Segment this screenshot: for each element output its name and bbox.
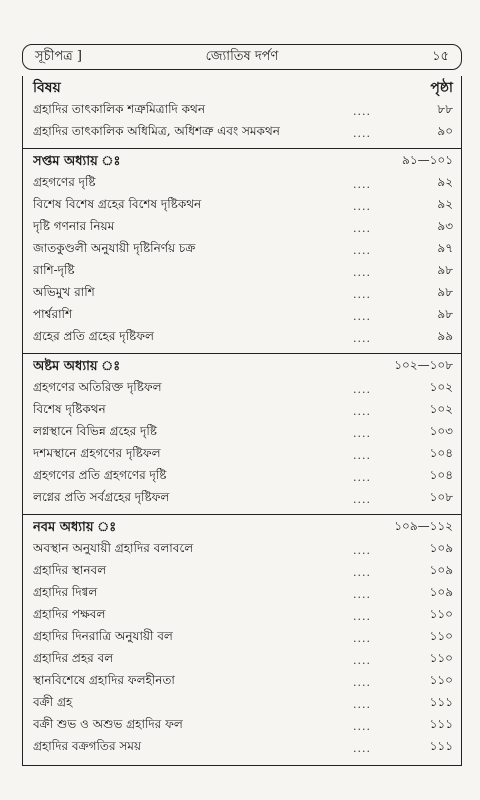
entry-title: রাশি-দৃষ্টি [33,263,75,277]
leader-dots: .... [353,309,371,323]
entry-title: বিশেষ বিশেষ গ্রহের বিশেষ দৃষ্টিকথন [33,197,202,211]
leader-dots: .... [353,565,371,579]
entry-page: ১১০ [429,629,453,643]
leader-dots: .... [353,448,371,462]
leader-dots: .... [353,741,371,755]
leader-dots: .... [353,104,371,118]
entry-title: বক্রী গ্রহ [33,695,73,709]
chapter-heading [33,356,453,378]
leader-dots: .... [353,492,371,506]
entry-page: ১০৯ [429,585,453,599]
entry-page: ১১১ [429,695,453,709]
entry-page: ৯৭ [437,241,453,255]
contents-row [33,737,453,759]
contents-row [33,195,453,217]
entry-title: লগ্নের প্রতি সর্বগ্রহের দৃষ্টিফল [33,490,170,504]
entry-page: ৯০ [437,124,453,138]
sections [33,100,453,759]
entry-title: লগ্নস্থানে বিভিন্ন গ্রহের দৃষ্টি [33,424,157,438]
entry-page: ৯২ [437,175,453,189]
contents-row [33,422,453,444]
section-divider [23,148,461,149]
leader-dots: .... [353,470,371,484]
entry-page: ১০৮ [429,490,453,504]
entry-page: ১০২ [429,380,453,394]
entry-title: গ্রহের প্রতি গ্রহের দৃষ্টিফল [33,329,154,343]
entry-title: দৃষ্টি গণনার নিয়ম [33,219,115,233]
contents-row [33,400,453,422]
contents-row [33,283,453,305]
column-headers [33,76,453,100]
entry-page: ১০৪ [429,468,453,482]
leader-dots: .... [353,675,371,689]
contents-row [33,173,453,195]
entry-page: ১১১ [429,717,453,731]
leader-dots: .... [353,653,371,667]
entry-title: বক্রী শুভ ও অশুভ গ্রহাদির ফল [33,717,183,731]
entry-title: বিশেষ দৃষ্টিকথন [33,402,106,416]
contents-row [33,715,453,737]
contents-row [33,627,453,649]
entry-title: স্থানবিশেষে গ্রহাদির ফলহীনতা [33,673,175,687]
contents-row [33,488,453,510]
leader-dots: .... [353,426,371,440]
contents-row [33,561,453,583]
contents-row [33,583,453,605]
entry-page: ৯২ [437,197,453,211]
contents-row [33,261,453,283]
entry-title: গ্রহাদির তাৎকালিক শত্রুমিত্রাদি কথন [33,102,205,116]
leader-dots: .... [353,221,371,235]
leader-dots: .... [353,331,371,345]
entry-page: ৮৮ [437,102,453,116]
contents-row [33,466,453,488]
entry-title: গ্রহাদির স্থানবল [33,563,107,577]
chapter-page-range: ৯১—১০১ [402,153,453,167]
page-header [22,44,462,70]
contents-row [33,693,453,715]
entry-page: ১১১ [429,739,453,753]
entry-page: ১১০ [429,673,453,687]
entry-page: ১০৯ [429,563,453,577]
leader-dots: .... [353,177,371,191]
entry-title: গ্রহাদির পক্ষবল [33,607,106,621]
page-number: ১৫ [432,48,449,64]
leader-dots: .... [353,287,371,301]
leader-dots: .... [353,543,371,557]
entry-title: গ্রহগণের দৃষ্টি [33,175,96,189]
entry-title: অবস্থান অনুযায়ী গ্রহাদির বলাবলে [33,541,194,555]
contents-row [33,327,453,349]
entry-title: দশমস্থানে গ্রহগণের দৃষ্টিফল [33,446,161,460]
chapter-title: নবম অধ্যায় ঃ [33,519,117,535]
header-title: জ্যোতিষ দর্পণ [205,48,279,64]
chapter-title: অষ্টম অধ্যায় ঃ [33,358,121,374]
contents-row [33,122,453,144]
entry-title: গ্রহাদির তাৎকালিক অধিমিত্র, অধিশত্রু এবং সমকথন [33,124,280,138]
contents-row [33,444,453,466]
entry-title: গ্রহাদির বক্রগতির সময় [33,739,142,753]
leader-dots: .... [353,126,371,140]
entry-page: ১১০ [429,651,453,665]
entry-page: ১১০ [429,607,453,621]
entry-page: ৯৮ [437,263,453,277]
chapter-page-range: ১০৯—১১২ [394,519,453,533]
entry-page: ৯৯ [437,329,453,343]
contents-row [33,239,453,261]
entry-page: ১০৩ [429,424,453,438]
leader-dots: .... [353,243,371,257]
contents-row [33,649,453,671]
section-divider [23,514,461,515]
entry-title: অভিমুখ রাশি [33,285,95,299]
contents-row [33,217,453,239]
leader-dots: .... [353,265,371,279]
chapter-heading [33,151,453,173]
entry-page: ১০৪ [429,446,453,460]
leader-dots: .... [353,609,371,623]
contents-row [33,605,453,627]
subject-column-header: বিষয় [33,80,61,96]
leader-dots: .... [353,631,371,645]
entry-title: গ্রহাদির প্রহর বল [33,651,114,665]
leader-dots: .... [353,382,371,396]
section-divider [23,353,461,354]
entry-title: গ্রহগণের প্রতি গ্রহগণের দৃষ্টি [33,468,167,482]
leader-dots: .... [353,697,371,711]
contents-row [33,305,453,327]
contents-row [33,378,453,400]
entry-page: ১০২ [429,402,453,416]
entry-title: জাতকুণ্ডলী অনুযায়ী দৃষ্টিনির্ণয় চক্র [33,241,196,255]
chapter-title: সপ্তম অধ্যায় ঃ [33,153,121,169]
entry-page: ৯৮ [437,285,453,299]
entry-page: ১০৯ [429,541,453,555]
entry-title: গ্রহগণের অতিরিক্ত দৃষ্টিফল [33,380,162,394]
chapter-page-range: ১০২—১০৮ [394,358,453,372]
leader-dots: .... [353,587,371,601]
contents-row [33,100,453,122]
contents-row [33,539,453,561]
leader-dots: .... [353,199,371,213]
chapter-heading [33,517,453,539]
entry-title: পার্শ্বরাশি [33,307,73,321]
page-column-header: পৃষ্ঠা [430,80,453,96]
contents-row [33,671,453,693]
contents-table [22,76,462,766]
leader-dots: .... [353,404,371,418]
entry-page: ৯৮ [437,307,453,321]
header-left: সূচীপত্র ] [35,48,82,64]
entry-title: গ্রহাদির দিগ্বল [33,585,98,599]
leader-dots: .... [353,719,371,733]
entry-title: গ্রহাদির দিনরাত্রি অনুযায়ী বল [33,629,173,643]
entry-page: ৯৩ [437,219,453,233]
book-page [22,44,462,768]
